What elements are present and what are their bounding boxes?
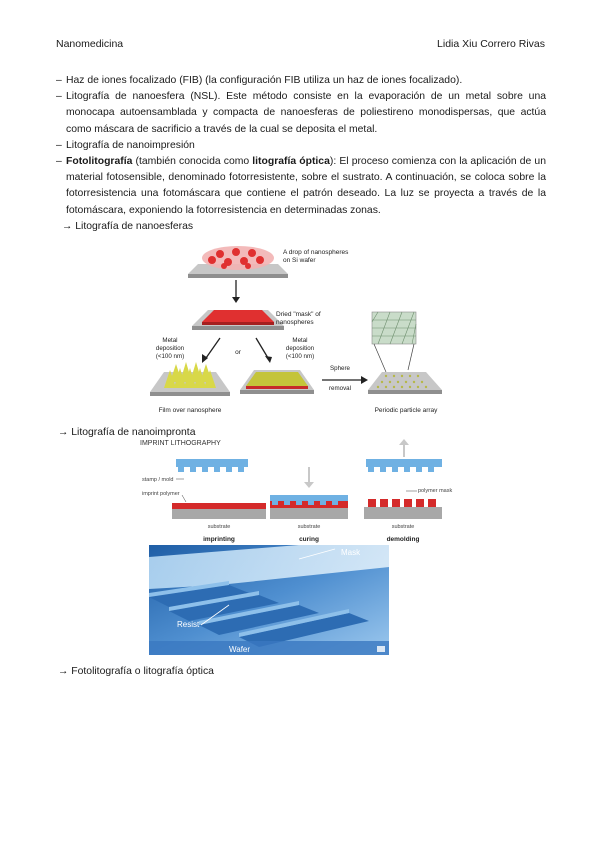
polymer-mask bbox=[368, 499, 436, 507]
label-step-2: curing bbox=[299, 536, 319, 543]
wafer-layer bbox=[149, 641, 389, 655]
label-mask: Mask bbox=[341, 548, 361, 557]
label-polymer: imprint polymer bbox=[142, 491, 180, 497]
label-film: Film over nanosphere bbox=[158, 407, 222, 414]
bullet-text: Haz de iones focalizado (FIB) (la configuración FIB utiliza un haz de iones focalizado). bbox=[66, 75, 463, 86]
bullet-nil bbox=[56, 138, 546, 154]
label-step-1: imprinting bbox=[203, 536, 235, 543]
scale-icon bbox=[377, 646, 385, 652]
substrate bbox=[270, 508, 348, 519]
substrate bbox=[172, 509, 266, 519]
bullet-nsl bbox=[56, 89, 546, 138]
label-dried: Dried "mask" of bbox=[276, 311, 321, 318]
step-demolding bbox=[364, 439, 452, 543]
label-drop-2: on Si wafer bbox=[283, 257, 316, 264]
arrow-nil: → Litografía de nanoimpronta bbox=[58, 427, 196, 438]
arrow-head bbox=[265, 356, 272, 363]
wafer-edge bbox=[150, 392, 230, 396]
arrow-head bbox=[361, 376, 368, 384]
bold-term: Fotolitografía bbox=[66, 156, 133, 168]
label-dried-2: nanospheres bbox=[276, 319, 314, 326]
label-or: or bbox=[235, 349, 241, 356]
periodic-array bbox=[368, 310, 448, 416]
label-step-3: demolding bbox=[386, 536, 420, 543]
wafer-edge bbox=[188, 274, 288, 278]
label-resist: Resist bbox=[177, 620, 200, 629]
stamp bbox=[176, 459, 248, 467]
arrow-line bbox=[206, 338, 220, 358]
label-mask: polymer mask bbox=[418, 488, 453, 494]
label-metal-left: Metal bbox=[162, 337, 178, 344]
label-substrate-1: substrate bbox=[207, 524, 231, 530]
label-metal-right-2: deposition bbox=[285, 345, 315, 352]
bullet-dash: – bbox=[56, 75, 62, 86]
zoom-line bbox=[374, 344, 386, 372]
wafer-edge bbox=[192, 326, 284, 330]
stamp bbox=[366, 459, 442, 467]
nil-title: IMPRINT LITHOGRAPHY bbox=[140, 440, 221, 447]
bullet-text: Litografía de nanoesfera (NSL). Este método consiste en la evaporación de un metal sobre una monocapa autoensamblada y compacta de nanoesferas de poliestireno monodispersas, que actúa como máscara de sacrificio a través de la cual se deposita el metal. bbox=[66, 91, 546, 135]
bullet-photolithography bbox=[56, 154, 546, 219]
substrate bbox=[364, 507, 442, 519]
wafer-edge bbox=[368, 390, 442, 394]
bullet-dash: – bbox=[56, 139, 62, 151]
label-sphere-removal: Sphere bbox=[330, 365, 350, 372]
label-metal-left-2: deposition bbox=[155, 345, 185, 352]
wafer-edge bbox=[240, 390, 314, 394]
photolithography-image bbox=[149, 545, 389, 655]
imprint-polymer bbox=[172, 503, 266, 509]
label-metal-left-3: (<100 nm) bbox=[155, 353, 185, 360]
arrow-photo: → Fotolitografía o litografía óptica bbox=[58, 666, 214, 677]
arrow-head bbox=[232, 297, 240, 303]
step-imprinting bbox=[142, 459, 266, 543]
bullet-dash: – bbox=[56, 91, 62, 103]
dried-mask-edge bbox=[202, 322, 274, 325]
text-part: (también conocida como bbox=[132, 156, 253, 168]
label-sphere-removal-2: removal bbox=[328, 385, 352, 392]
label-stamp: stamp / mold bbox=[142, 477, 174, 483]
label-substrate-3: substrate bbox=[391, 524, 415, 530]
bullet-fib bbox=[56, 73, 546, 89]
bullet-dash: – bbox=[56, 156, 62, 168]
bullet-text bbox=[66, 154, 546, 219]
zoom-line bbox=[408, 344, 414, 370]
label-metal-right: Metal bbox=[292, 337, 308, 344]
content-body bbox=[56, 73, 546, 235]
label-wafer: Wafer bbox=[229, 645, 251, 654]
coated-spheres bbox=[246, 372, 308, 386]
label-substrate-2: substrate bbox=[297, 524, 321, 530]
label-periodic: Periodic particle array bbox=[374, 407, 438, 414]
nsl-figure bbox=[150, 242, 370, 425]
header-right: Lidia Xiu Correro Rivas bbox=[437, 38, 545, 50]
coated-spheres-edge bbox=[246, 386, 308, 389]
bullet-text: Litografía de nanoimpresión bbox=[66, 139, 195, 151]
step-curing bbox=[270, 467, 348, 543]
arrow-line bbox=[256, 338, 268, 358]
arrow-nsl: → Litografía de nanoesferas bbox=[62, 220, 194, 232]
nil-figure bbox=[138, 437, 453, 545]
header-left: Nanomedicina bbox=[56, 38, 124, 50]
bold-term: litografía óptica bbox=[252, 156, 330, 168]
text-part: ): El proceso comienza con la aplicación de un material fotosensible, denominado fotorresistente, sobre el sustrato. A continuación, se coloca sobre la fotorresistencia una fotomáscara que contiene el patrón deseado. La luz se proyecta a través de la fotomáscara, exponiendo la fotorresistencia en determinadas zonas. bbox=[66, 156, 546, 216]
dried-mask bbox=[202, 310, 274, 322]
label-metal-right-3: (<100 nm) bbox=[285, 353, 315, 360]
label-drop: A drop of nanospheres bbox=[283, 249, 349, 256]
stamp bbox=[270, 495, 348, 501]
